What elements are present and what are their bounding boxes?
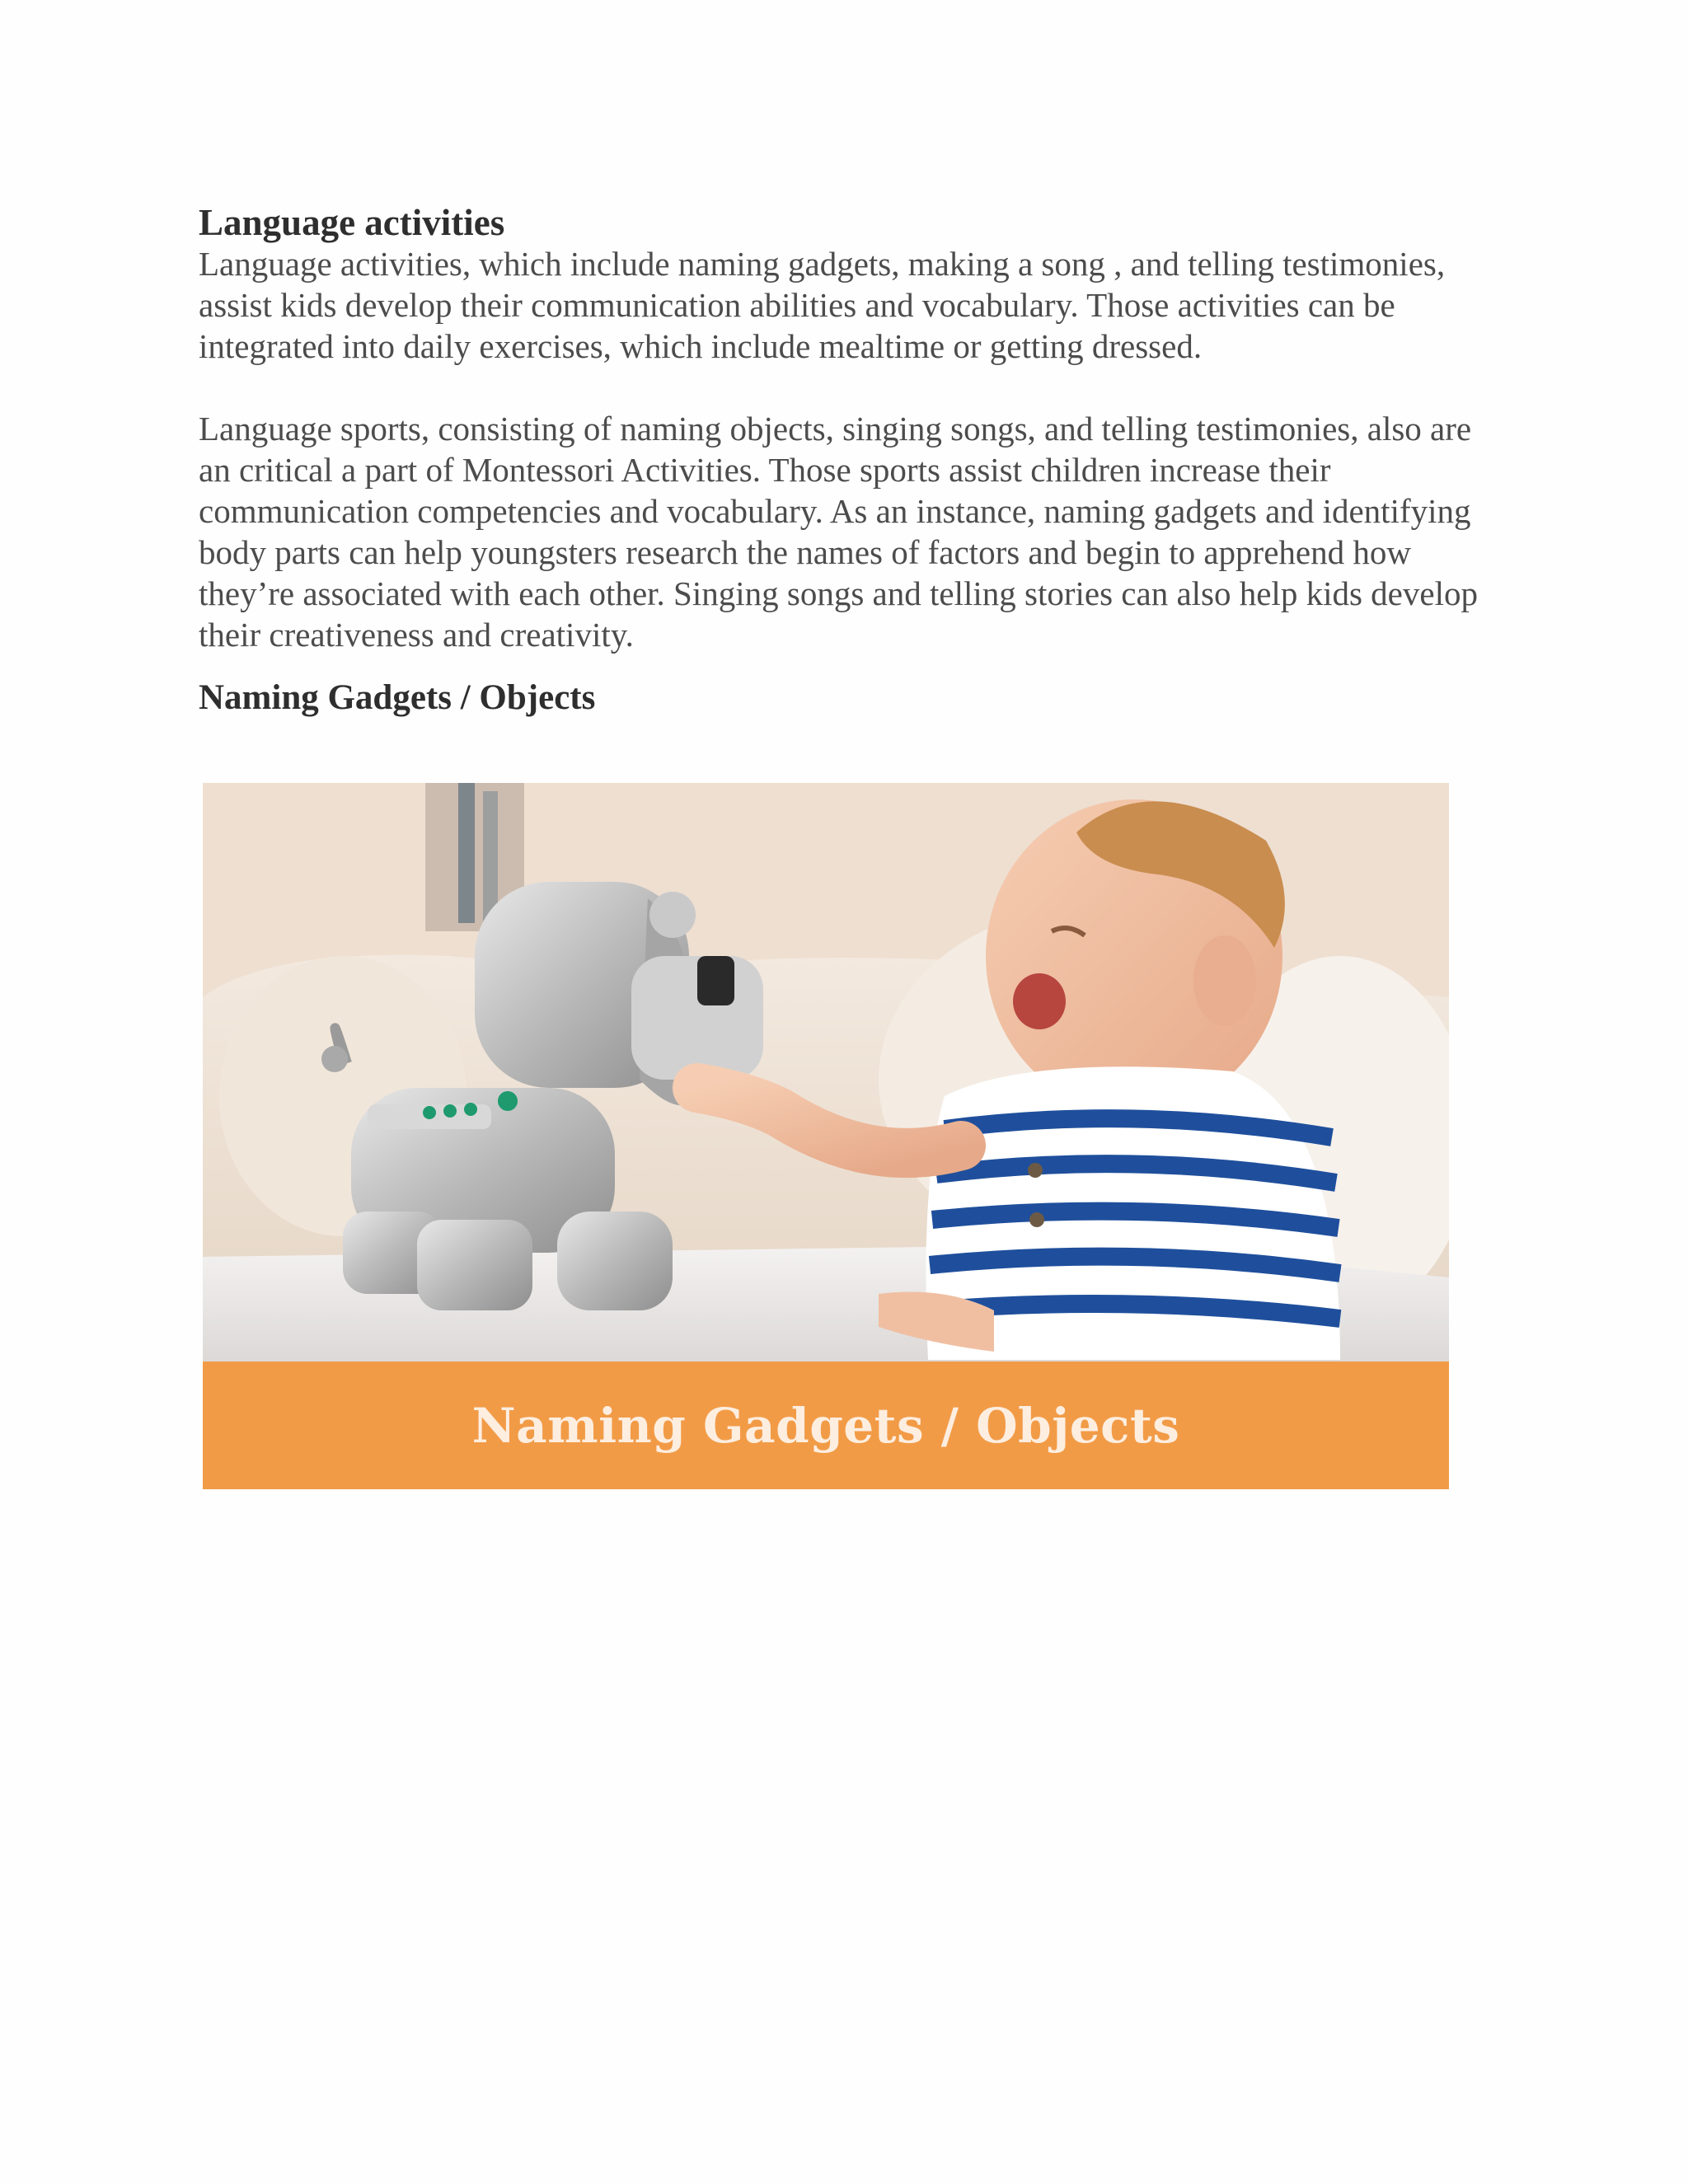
document-body — [199, 202, 1484, 718]
photo-caption-band — [203, 1361, 1449, 1489]
paragraph-intro: Language activities, which include naming gadgets, making a song , and telling testimonies, assist kids develop their communication abilities and vocabulary. Those activities can be integrated into daily exercises, which include mealtime or getting dressed. — [199, 245, 1446, 365]
paragraph-spacer — [199, 367, 1484, 408]
photo-illustration — [203, 783, 1449, 1361]
photo-child-with-robot-dog — [203, 783, 1449, 1489]
section-subtitle: Naming Gadgets / Objects — [199, 678, 596, 717]
paragraph-details: Language sports, consisting of naming objects, singing songs, and telling testimonies, also are an critical a part of Montessori Activities. Those sports assist children increase their communication competencies and vocabulary. As an instance, naming gadgets and identifying body parts can help youngsters research the names of factors and begin to apprehend how they’re associated with each other. Singing songs and telling stories can also help kids develop their creativeness and creativity. — [199, 410, 1478, 654]
page-title: Language activities — [199, 202, 505, 243]
photo-caption: Naming Gadgets / Objects — [471, 1397, 1180, 1454]
photo-scene — [203, 783, 1449, 1361]
